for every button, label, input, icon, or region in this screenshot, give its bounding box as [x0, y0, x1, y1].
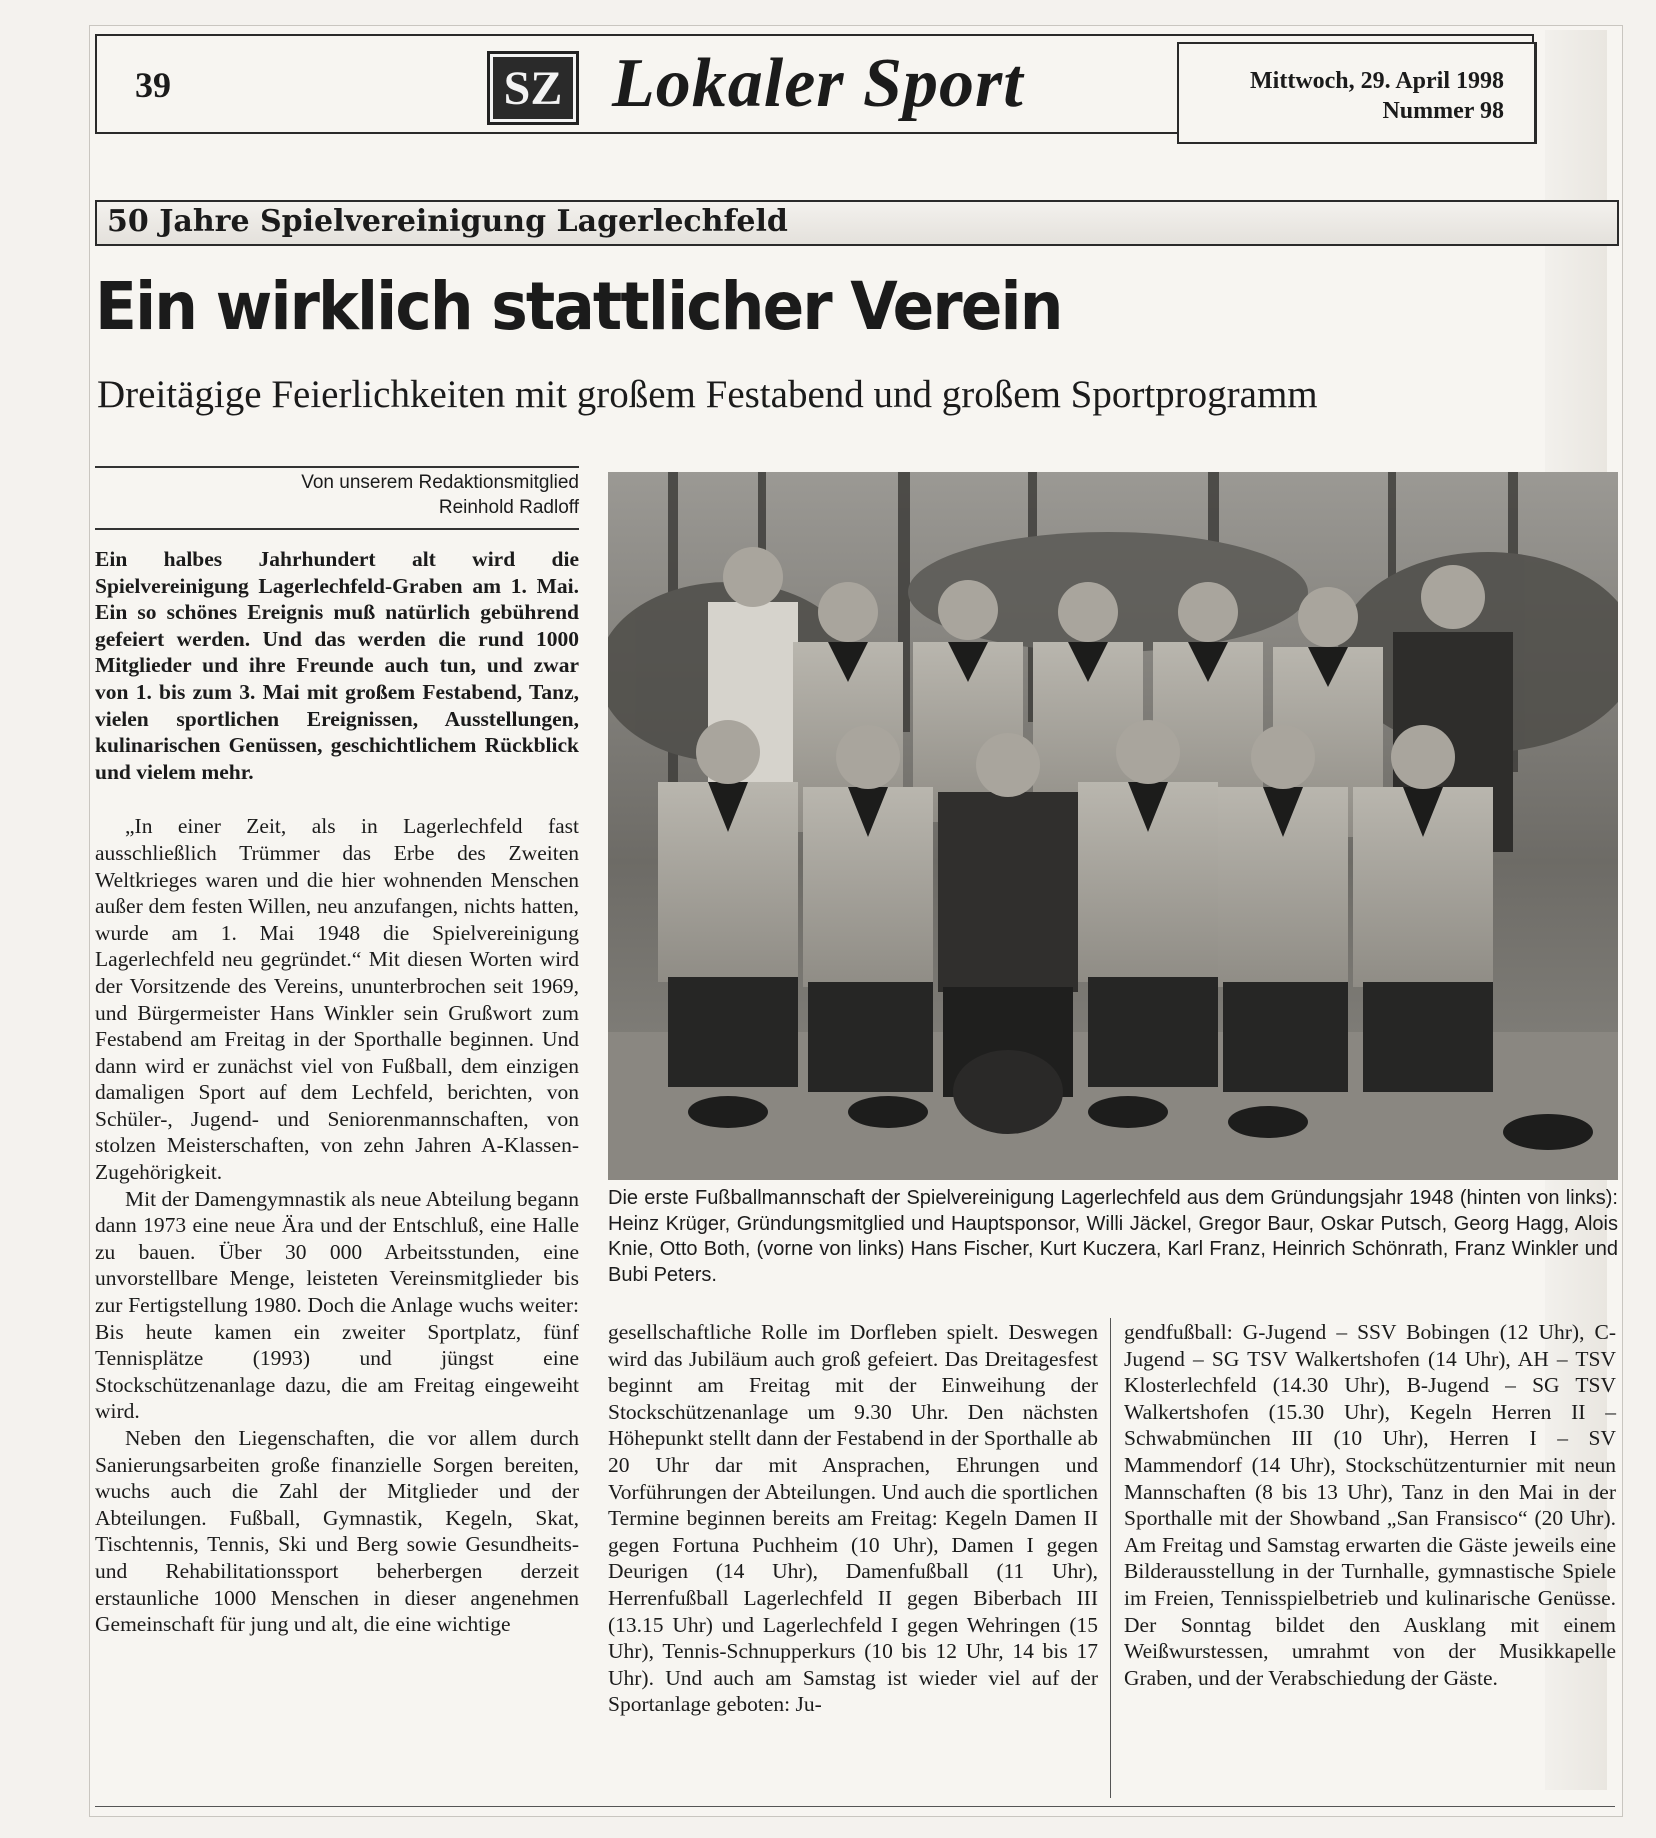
subheadline: Dreitägige Feierlichkeiten mit großem Festabend und großem Sportprogramm — [97, 373, 1318, 416]
byline-rule-top — [95, 466, 579, 468]
headline: Ein wirklich stattlicher Verein — [95, 268, 1062, 345]
date-box — [1177, 42, 1537, 144]
team-photo-icon — [608, 472, 1618, 1180]
bottom-rule — [95, 1806, 1615, 1807]
body-paragraph-5: gendfußball: G-Jugend – SSV Bobingen (12 Uhr), C-Jugend – SG TSV Walkertshofen (14 Uhr), AH – TSV Klosterlechfeld (14.30 Uhr), B-Jugend – SG TSV Walkertshofen (15.30 Uhr), Kegeln Herren II – Schwabmünchen III (10 Uhr), Herren I – SV Mammendorf (14 Uhr), Stockschützenturnier mit neun Mannschaften (8 bis 13 Uhr), Tanz in den Mai in der Sporthalle mit der Showband „San Fransisco“ (20 Uhr). Am Freitag und Samstag erwarten die Gäste jeweils eine Bilderausstellung in der Turnhalle, gymnastische Spiele im Freien, Tennisspielbetrieb und kulinarische Genüsse. Der Sonntag bildet den Ausklang mit einem Weißwurstessen, umrahmt von der Musikkapelle Graben, und der Verabschiedung der Gäste. — [1124, 1320, 1616, 1690]
column-3 — [1124, 1319, 1616, 1691]
byline-line1: Von unserem Redaktionsmitglied — [301, 472, 579, 493]
byline-rule-bottom — [95, 528, 579, 530]
body-paragraph-3: Neben den Liegenschaften, die vor allem durch Sanierungsarbeiten große finanzielle Sorgen bereiten, wuchs auch die Zahl der Mitglieder und der Abteilungen. Fußball, Gymnastik, Kegeln, Skat, Tischtennis, Tennis, Ski und Berg sowie Gesundheits- und Rehabilitationssport beherbergen derzeit erstaunliche 1000 Menschen in dieser angenehmen Gemeinschaft für jung und alt, die eine wichtige — [95, 1426, 579, 1637]
byline — [95, 470, 579, 520]
kicker-bar — [95, 200, 1619, 246]
body-paragraph-1: „In einer Zeit, als in Lagerlechfeld fast ausschließlich Trümmer das Erbe des Zweiten Weltkrieges waren und die hier wohnenden Menschen außer dem festen Willen, neu anzufangen, nichts hatten, wurde am 1. Mai 1948 die Spielvereinigung Lagerlechfeld neu gegründet.“ Mit diesen Worten wird der Vorsitzende des Vereins, ununterbrochen seit 1969, und Bürgermeister Hans Winkler sein Grußwort zum Festabend am Freitag in der Sporthalle beginnen. Und dann wird er zunächst viel von Fußball, dem einzigen damaligen Sport auf dem Lechfeld, berichten, von Schüler-, Jugend- und Seniorenmannschaften, von stolzen Meisterschaften, von zehn Jahren A-Klassen-Zugehörigkeit. — [95, 814, 579, 1185]
byline-author: Reinhold Radloff — [438, 497, 579, 518]
lead-paragraph: Ein halbes Jahrhundert alt wird die Spielvereinigung Lagerlechfeld-Graben am 1. Mai. Ein so schönes Ereignis muß natürlich gebührend gefeiert werden. Und das werden die rund 1000 Mitglieder und ihre Freunde auch tun, und zwar von 1. bis zum 3. Mai mit großem Festabend, Tanz, vielen sportlichen Ereignissen, Ausstellungen, kulinarischen Genüssen, geschichtlichem Rückblick und vielem mehr. — [95, 547, 579, 784]
issue-date: Mittwoch, 29. April 1998 — [1250, 68, 1504, 94]
column-divider — [1110, 1318, 1111, 1798]
body-paragraph-2: Mit der Damengymnastik als neue Abteilung begann dann 1973 eine neue Ära und der Entschluß, eine Halle zu bauen. Über 30 000 Arbeitsstunden, eine unvorstellbare Menge, leisteten Vereinsmitglieder bis zur Fertigstellung 1980. Doch die Anlage wuchs weiter: Bis heute kamen ein zweiter Sportplatz, fünf Tennisplätze (1993) und jüngst eine Stockschützenanlage dazu, die am Freitag eingeweiht wird. — [95, 1186, 579, 1424]
body-paragraph-4: gesellschaftliche Rolle im Dorfleben spielt. Deswegen wird das Jubiläum auch groß gefeiert. Das Dreitagesfest beginnt am Freitag mit der Einweihung der Stockschützenanlage um 9.30 Uhr. Den nächsten Höhepunkt stellt dann der Festabend in der Sporthalle ab 20 Uhr dar mit Ansprachen, Ehrungen und Vorführungen der Abteilungen. Und auch die sportlichen Termine beginnen bereits am Freitag: Kegeln Damen II gegen Fortuna Puchheim (10 Uhr), Damen I gegen Deurigen (14 Uhr), Damenfußball (11 Uhr), Herrenfußball Lagerlechfeld II gegen Biberbach III (13.15 Uhr) und Lagerlechfeld I gegen Wehringen (15 Uhr), Tennis-Schnupperkurs (10 bis 12 Uhr, 14 bis 17 Uhr). Und auch am Samstag ist wieder viel auf der Sportanlage geboten: Ju- — [608, 1320, 1098, 1717]
sz-logo-icon: SZ — [487, 51, 579, 125]
issue-number: Nummer 98 — [1382, 98, 1504, 124]
section-title: Lokaler Sport — [612, 45, 1024, 122]
kicker-text: 50 Jahre Spielvereinigung Lagerlechfeld — [107, 204, 788, 239]
column-2 — [608, 1319, 1098, 1718]
column-1 — [95, 546, 579, 1638]
masthead — [95, 34, 1534, 134]
page-number: 39 — [135, 65, 171, 105]
team-photo-graphic — [608, 472, 1618, 1180]
photo-caption: Die erste Fußballmannschaft der Spielvereinigung Lagerlechfeld aus dem Gründungsjahr 1948 (hinten von links): Heinz Krüger, Gründungsmitglied und Hauptsponsor, Willi Jäckel, Gregor Baur, Oskar Putsch, Georg Hagg, Alois Knie, Otto Both, (vorne von links) Hans Fischer, Kurt Kuczera, Karl Franz, Heinrich Schönrath, Franz Winkler und Bubi Peters. — [608, 1187, 1618, 1286]
